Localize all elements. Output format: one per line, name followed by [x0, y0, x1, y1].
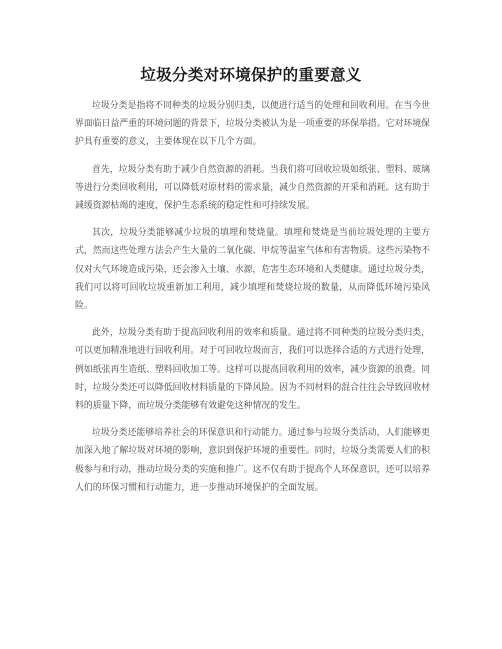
- document-title: 垃圾分类对环境保护的重要意义: [140, 66, 362, 84]
- paragraph-recycling-efficiency: 此外，垃圾分类有助于提高回收利用的效率和质量。通过将不同种类的垃圾分类归类，可以更加精准地进行回收利用。对于可回收垃圾而言，我们可以选择合适的方式进行处理，例如纸张再生造纸、塑料回收加工等。这样可以提高回收利用的效率，减少资源的浪费。同时，垃圾分类还可以降低回收材料质量的下降风险。因为不同材料的混合往往会导致回收材料的质量下降，而垃圾分类能够有效避免这种情况的发生。: [75, 328, 430, 412]
- document-body: [75, 97, 430, 506]
- paragraph-landfill: 其次，垃圾分类能够减少垃圾的填埋和焚烧量。填埋和焚烧是当前垃圾处理的主要方式，然而这些处理方法会产生大量的二氧化碳、甲烷等温室气体和有害物质。这些污染物不仅对大气环境造成污染，还会渗入土壤、水源，危害生态环境和人类健康。通过垃圾分类，我们可以将可回收垃圾重新加工利用，减少填埋和焚烧垃圾的数量，从而降低环境污染风险。: [75, 228, 430, 312]
- paragraph-awareness: 垃圾分类还能够培养社会的环保意识和行动能力。通过参与垃圾分类活动，人们能够更加深入地了解垃圾对环境的影响，意识到保护环境的重要性。同时，垃圾分类需要人们的积极参与和行动，推动垃圾分类的实施和推广。这不仅有助于提高个人环保意识，还可以培养人们的环保习惯和行动能力，进一步推动环境保护的全面发展。: [75, 428, 430, 493]
- paragraph-resources: 首先，垃圾分类有助于减少自然资源的消耗。当我们将可回收垃圾如纸张、塑料、玻璃等进行分类回收利用，可以降低对原材料的需求量，减少自然资源的开采和消耗。这有助于减缓资源枯竭的速度，保护生态系统的稳定性和可持续发展。: [75, 164, 430, 212]
- paragraph-intro: 垃圾分类是指将不同种类的垃圾分别归类，以便进行适当的处理和回收利用。在当今世界面临日益严重的环境问题的背景下，垃圾分类被认为是一项重要的环保举措。它对环境保护具有重要的意义，主要体现在以下几个方面。: [75, 101, 430, 148]
